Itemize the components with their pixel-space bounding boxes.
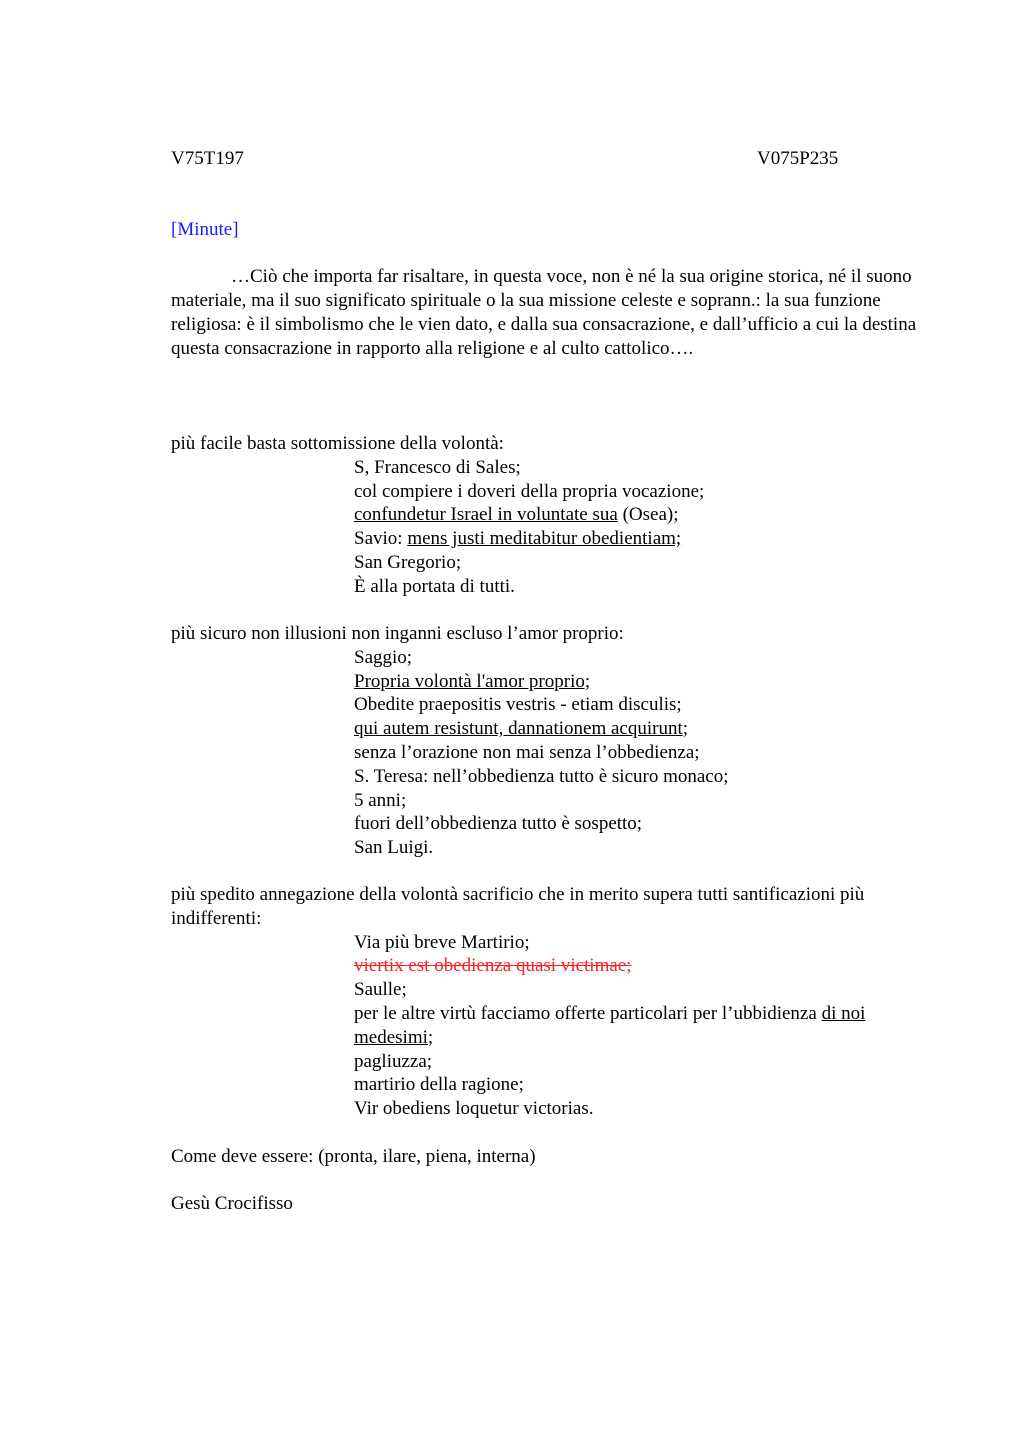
list-item-text: (Osea); bbox=[617, 504, 679, 526]
document-code-left: V75T197 bbox=[171, 148, 244, 169]
list-item bbox=[354, 503, 931, 527]
section-items bbox=[171, 456, 931, 599]
section-lead: più facile basta sottomissione della volontà: bbox=[171, 433, 504, 454]
list-item: Saggio; bbox=[354, 646, 413, 668]
list-item: senza l’orazione non mai senza l’obbedienza; bbox=[354, 741, 700, 763]
list-item: 5 anni; bbox=[354, 789, 407, 811]
list-item: Obedite praepositis vestris - etiam disculis; bbox=[354, 694, 682, 716]
underlined-quote: Propria volontà l'amor proprio; bbox=[354, 670, 591, 692]
list-item bbox=[354, 954, 931, 978]
list-item: S. Teresa: nell’obbedienza tutto è sicuro monaco; bbox=[354, 765, 729, 787]
closing-line-gesu-crocifisso: Gesù Crocifisso bbox=[171, 1193, 293, 1214]
list-item: pagliuzza; bbox=[354, 1050, 433, 1072]
list-item: fuori dell’obbedienza tutto è sospetto; bbox=[354, 813, 643, 835]
section-lead: più spedito annegazione della volontà sacrificio che in merito supera tutti santificazioni più indifferenti: bbox=[171, 884, 865, 929]
section-items bbox=[171, 931, 931, 1121]
list-item: È alla portata di tutti. bbox=[354, 575, 515, 597]
list-item: San Gregorio; bbox=[354, 551, 462, 573]
underlined-quote: di noi medesimi bbox=[354, 1002, 866, 1048]
list-item-text: Savio: bbox=[354, 528, 408, 550]
section-items bbox=[171, 646, 931, 860]
list-item bbox=[354, 717, 931, 741]
underlined-quote: qui autem resistunt, dannationem acquirunt bbox=[354, 718, 683, 740]
list-item: Saulle; bbox=[354, 979, 407, 1001]
list-item-text: ; bbox=[427, 1026, 434, 1048]
section-piu-spedito bbox=[171, 883, 931, 1121]
list-item: martirio della ragione; bbox=[354, 1074, 524, 1096]
list-item bbox=[354, 670, 931, 694]
section-lead: più sicuro non illusioni non inganni escluso l’amor proprio: bbox=[171, 623, 624, 644]
list-item-text: ; bbox=[682, 718, 689, 740]
list-item: Vir obediens loquetur victorias. bbox=[354, 1098, 594, 1120]
underlined-quote: mens justi meditabitur obedientiam; bbox=[407, 528, 682, 550]
list-item: San Luigi. bbox=[354, 837, 434, 859]
section-piu-facile bbox=[171, 432, 931, 599]
list-item bbox=[354, 527, 931, 551]
closing-line-come-deve-essere: Come deve essere: (pronta, ilare, piena, interna) bbox=[171, 1146, 536, 1167]
document-code-right: V075P235 bbox=[757, 148, 839, 169]
minute-label: [Minute] bbox=[171, 219, 239, 240]
list-item: col compiere i doveri della propria vocazione; bbox=[354, 480, 705, 502]
struck-text: viertix est obedienza quasi victimae; bbox=[354, 955, 632, 977]
list-item bbox=[354, 1002, 931, 1050]
section-piu-sicuro bbox=[171, 622, 931, 860]
underlined-quote: confundetur Israel in voluntate sua bbox=[354, 504, 618, 526]
intro-paragraph: …Ciò che importa far risaltare, in questa voce, non è né la sua origine storica, né il suono materiale, ma il suo significato spirituale o la sua missione celeste e soprann.: la sua funzione religiosa: è il simbolismo che le vien dato, e dalla sua consacrazione, e dall’ufficio a cui la destina questa consacrazione in rapporto alla religione e al culto cattolico…. bbox=[171, 266, 917, 359]
list-item: S, Francesco di Sales; bbox=[354, 456, 521, 478]
list-item-text: per le altre virtù facciamo offerte particolari per l’ubbidienza bbox=[354, 1002, 822, 1024]
list-item: Via più breve Martirio; bbox=[354, 931, 530, 953]
